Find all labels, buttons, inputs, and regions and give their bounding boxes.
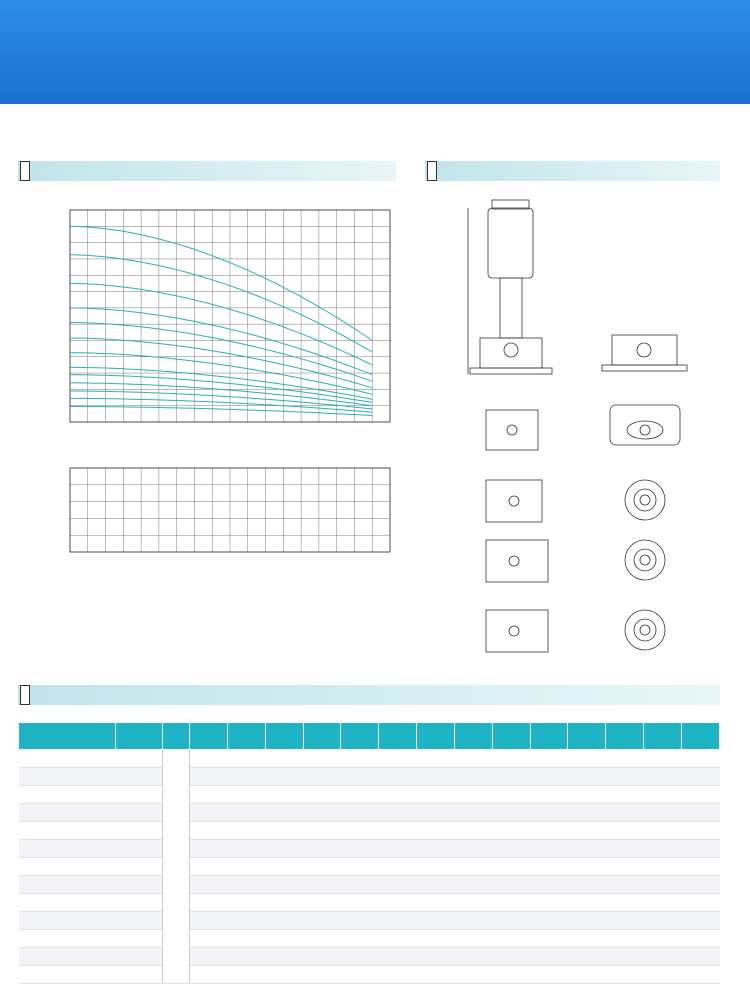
table-cell xyxy=(606,804,644,822)
table-cell xyxy=(644,768,682,786)
table-cell xyxy=(492,768,530,786)
table-cell xyxy=(606,894,644,912)
table-cell xyxy=(681,786,719,804)
table-cell xyxy=(341,876,379,894)
table-cell xyxy=(341,804,379,822)
table-cell xyxy=(530,840,568,858)
table-cell xyxy=(116,804,163,822)
table-cell xyxy=(303,822,341,840)
table-cell xyxy=(681,894,719,912)
table-cell xyxy=(530,876,568,894)
col-2-8 xyxy=(379,723,417,750)
table-cell xyxy=(492,822,530,840)
table-row xyxy=(19,912,720,930)
table-cell xyxy=(227,966,265,984)
col-d2 xyxy=(644,723,682,750)
table-row xyxy=(19,876,720,894)
table-cell xyxy=(417,750,455,768)
table-row xyxy=(19,804,720,822)
table-row xyxy=(19,786,720,804)
table-cell xyxy=(417,822,455,840)
table-cell xyxy=(644,894,682,912)
table-cell xyxy=(417,966,455,984)
table-cell xyxy=(265,894,303,912)
table-cell xyxy=(417,786,455,804)
table-cell xyxy=(530,912,568,930)
table-cell xyxy=(417,804,455,822)
table-cell xyxy=(379,876,417,894)
table-cell xyxy=(227,840,265,858)
table-cell xyxy=(454,930,492,948)
col-1-6 xyxy=(265,723,303,750)
col-model xyxy=(19,723,116,750)
series-line-qh xyxy=(70,407,372,416)
table-cell xyxy=(417,894,455,912)
table-row xyxy=(19,840,720,858)
series-line-qh xyxy=(70,398,372,412)
table-cell xyxy=(606,840,644,858)
table-cell xyxy=(644,750,682,768)
table-cell xyxy=(417,858,455,876)
table-row xyxy=(19,750,720,768)
col-b1 xyxy=(492,723,530,750)
flange-views xyxy=(486,480,665,652)
series-line-qh xyxy=(70,353,372,395)
table-cell xyxy=(644,930,682,948)
col-3-5 xyxy=(454,723,492,750)
table-cell xyxy=(379,966,417,984)
table-cell xyxy=(644,876,682,894)
table-cell xyxy=(19,804,116,822)
table-cell xyxy=(116,930,163,948)
table-cell xyxy=(19,948,116,966)
table-cell xyxy=(190,930,228,948)
table-cell xyxy=(454,822,492,840)
table-cell xyxy=(454,876,492,894)
table-cell xyxy=(417,840,455,858)
table-row xyxy=(19,930,720,948)
table-cell xyxy=(265,930,303,948)
table-cell xyxy=(116,768,163,786)
table-cell xyxy=(341,948,379,966)
table-cell xyxy=(606,930,644,948)
table-cell xyxy=(341,768,379,786)
table-cell xyxy=(379,750,417,768)
table-cell xyxy=(530,750,568,768)
table-cell xyxy=(265,786,303,804)
table-cell xyxy=(454,894,492,912)
table-cell xyxy=(265,750,303,768)
table-cell xyxy=(606,786,644,804)
table-cell xyxy=(190,804,228,822)
table-cell xyxy=(227,876,265,894)
table-cell xyxy=(681,750,719,768)
table-cell xyxy=(530,822,568,840)
series-line-qh xyxy=(70,226,372,340)
table-row xyxy=(19,858,720,876)
table-cell xyxy=(379,822,417,840)
table-cell xyxy=(116,912,163,930)
table-cell xyxy=(568,768,606,786)
table-cell xyxy=(116,858,163,876)
table-cell xyxy=(379,858,417,876)
series-line-qh xyxy=(70,255,372,352)
table-cell xyxy=(681,912,719,930)
table-cell xyxy=(379,930,417,948)
col-2-4 xyxy=(341,723,379,750)
table-cell xyxy=(454,858,492,876)
table-cell xyxy=(492,912,530,930)
table-cell xyxy=(606,912,644,930)
table-cell xyxy=(568,876,606,894)
table-cell xyxy=(681,822,719,840)
performance-curves xyxy=(0,190,420,690)
series-line-qh xyxy=(70,375,372,403)
table-cell xyxy=(19,930,116,948)
table-cell xyxy=(530,768,568,786)
table-cell xyxy=(19,768,116,786)
table-row xyxy=(19,948,720,966)
table-cell xyxy=(417,768,455,786)
dims-section-title xyxy=(427,161,437,181)
table-cell xyxy=(303,912,341,930)
table-cell xyxy=(644,966,682,984)
table-cell xyxy=(530,930,568,948)
table-cell xyxy=(644,858,682,876)
table-cell xyxy=(265,876,303,894)
table-cell xyxy=(568,930,606,948)
curve-section-bar xyxy=(18,161,396,181)
table-cell xyxy=(265,858,303,876)
table-cell xyxy=(492,786,530,804)
table-row xyxy=(19,966,720,984)
table-cell xyxy=(190,894,228,912)
table-cell xyxy=(492,966,530,984)
table-cell xyxy=(530,966,568,984)
table-cell xyxy=(492,804,530,822)
table-header-row xyxy=(19,723,720,750)
table-cell xyxy=(568,858,606,876)
col-weight xyxy=(681,723,719,750)
table-cell xyxy=(454,840,492,858)
table-cell xyxy=(644,912,682,930)
curve-section-title xyxy=(20,161,30,181)
table-cell xyxy=(379,912,417,930)
table-cell xyxy=(227,822,265,840)
table-cell xyxy=(116,822,163,840)
table-cell xyxy=(227,858,265,876)
table-cell xyxy=(492,894,530,912)
table-cell xyxy=(530,858,568,876)
table-cell xyxy=(492,930,530,948)
table-cell xyxy=(19,858,116,876)
table-cell xyxy=(454,768,492,786)
table-cell xyxy=(568,966,606,984)
col-2 xyxy=(303,723,341,750)
table-cell xyxy=(227,930,265,948)
installation-drawings xyxy=(450,190,740,680)
table-cell xyxy=(492,858,530,876)
table-cell xyxy=(681,858,719,876)
table-cell xyxy=(190,840,228,858)
table-cell xyxy=(492,876,530,894)
table-cell xyxy=(341,750,379,768)
page-header xyxy=(0,0,750,104)
table-cell xyxy=(265,840,303,858)
table-cell xyxy=(303,966,341,984)
table-cell xyxy=(568,948,606,966)
col-b2 xyxy=(530,723,568,750)
table-cell xyxy=(530,948,568,966)
table-cell xyxy=(417,876,455,894)
table-cell xyxy=(454,786,492,804)
table-cell xyxy=(190,858,228,876)
table-cell xyxy=(19,750,116,768)
table-cell xyxy=(492,948,530,966)
table-cell xyxy=(379,786,417,804)
table-cell xyxy=(19,786,116,804)
table-cell xyxy=(417,948,455,966)
table-row xyxy=(19,768,720,786)
table-cell xyxy=(265,804,303,822)
table-cell xyxy=(19,894,116,912)
dims-section-bar xyxy=(425,161,720,181)
table-cell xyxy=(568,786,606,804)
col-motor xyxy=(116,723,163,750)
table-cell xyxy=(303,804,341,822)
table-cell xyxy=(606,948,644,966)
table-cell xyxy=(568,804,606,822)
table-cell xyxy=(303,786,341,804)
table-cell xyxy=(227,768,265,786)
table-cell xyxy=(606,822,644,840)
table-cell xyxy=(116,894,163,912)
col-b1b2 xyxy=(568,723,606,750)
table-cell xyxy=(379,804,417,822)
table-cell xyxy=(454,948,492,966)
table-cell xyxy=(454,750,492,768)
col-d1 xyxy=(606,723,644,750)
table-cell xyxy=(265,966,303,984)
col-3-2 xyxy=(417,723,455,750)
table-cell xyxy=(341,966,379,984)
col-1 xyxy=(190,723,228,750)
table-cell xyxy=(681,966,719,984)
table-cell xyxy=(606,876,644,894)
table-cell xyxy=(341,894,379,912)
table-cell xyxy=(681,876,719,894)
table-cell xyxy=(341,786,379,804)
table-cell xyxy=(379,894,417,912)
table-cell xyxy=(568,822,606,840)
table-cell xyxy=(606,966,644,984)
table-cell xyxy=(303,930,341,948)
table-cell xyxy=(227,804,265,822)
table-cell xyxy=(116,786,163,804)
table-cell xyxy=(492,840,530,858)
table-cell xyxy=(681,768,719,786)
table-cell xyxy=(644,948,682,966)
table-cell xyxy=(116,750,163,768)
table-cell xyxy=(568,912,606,930)
table-cell xyxy=(190,822,228,840)
table-cell xyxy=(530,804,568,822)
table-cell xyxy=(568,894,606,912)
table-cell xyxy=(606,768,644,786)
table-cell xyxy=(644,822,682,840)
table-cell xyxy=(265,822,303,840)
table-cell xyxy=(454,912,492,930)
table-cell xyxy=(492,750,530,768)
table-cell xyxy=(265,912,303,930)
table-cell xyxy=(227,786,265,804)
table-cell xyxy=(116,948,163,966)
pump-front-view xyxy=(468,200,552,374)
table-cell xyxy=(227,894,265,912)
table-cell xyxy=(454,966,492,984)
table-cell xyxy=(303,948,341,966)
table-cell xyxy=(606,750,644,768)
oval-flange-view xyxy=(486,405,680,450)
table-cell xyxy=(116,840,163,858)
table-cell xyxy=(568,840,606,858)
table-cell xyxy=(644,804,682,822)
col-q xyxy=(163,723,190,750)
table-cell xyxy=(19,912,116,930)
table-cell xyxy=(341,840,379,858)
table-cell xyxy=(303,750,341,768)
table-cell xyxy=(190,912,228,930)
table-cell xyxy=(341,822,379,840)
table-cell xyxy=(530,786,568,804)
table-cell xyxy=(644,786,682,804)
table-cell xyxy=(227,912,265,930)
table-cell xyxy=(190,786,228,804)
table-cell xyxy=(568,750,606,768)
table-cell xyxy=(116,876,163,894)
table-cell xyxy=(116,966,163,984)
table-cell xyxy=(19,840,116,858)
h-column xyxy=(163,750,190,984)
table-cell xyxy=(303,858,341,876)
table-cell xyxy=(379,840,417,858)
table-cell xyxy=(379,948,417,966)
table-cell xyxy=(303,894,341,912)
pipe-thread-view xyxy=(602,335,687,371)
table-cell xyxy=(681,930,719,948)
table-cell xyxy=(606,858,644,876)
table-cell xyxy=(227,948,265,966)
table-cell xyxy=(19,876,116,894)
col-1-2 xyxy=(227,723,265,750)
table-cell xyxy=(681,804,719,822)
table-cell xyxy=(417,912,455,930)
table-cell xyxy=(644,840,682,858)
table-cell xyxy=(190,876,228,894)
table-cell xyxy=(530,894,568,912)
table-cell xyxy=(341,930,379,948)
table-cell xyxy=(227,750,265,768)
table-cell xyxy=(265,768,303,786)
table-cell xyxy=(190,966,228,984)
table-cell xyxy=(19,822,116,840)
table-cell xyxy=(19,966,116,984)
table-cell xyxy=(681,840,719,858)
table-cell xyxy=(681,948,719,966)
series-line-qh xyxy=(70,338,372,388)
table-cell xyxy=(341,912,379,930)
table-cell xyxy=(417,930,455,948)
table-cell xyxy=(303,876,341,894)
table-cell xyxy=(190,768,228,786)
table-cell xyxy=(303,840,341,858)
table-cell xyxy=(454,804,492,822)
table-cell xyxy=(341,858,379,876)
table-cell xyxy=(190,948,228,966)
table-cell xyxy=(303,768,341,786)
table-cell xyxy=(265,948,303,966)
table-row xyxy=(19,894,720,912)
table-row xyxy=(19,822,720,840)
table-cell xyxy=(190,750,228,768)
table-cell xyxy=(379,768,417,786)
parameter-table xyxy=(18,722,720,984)
